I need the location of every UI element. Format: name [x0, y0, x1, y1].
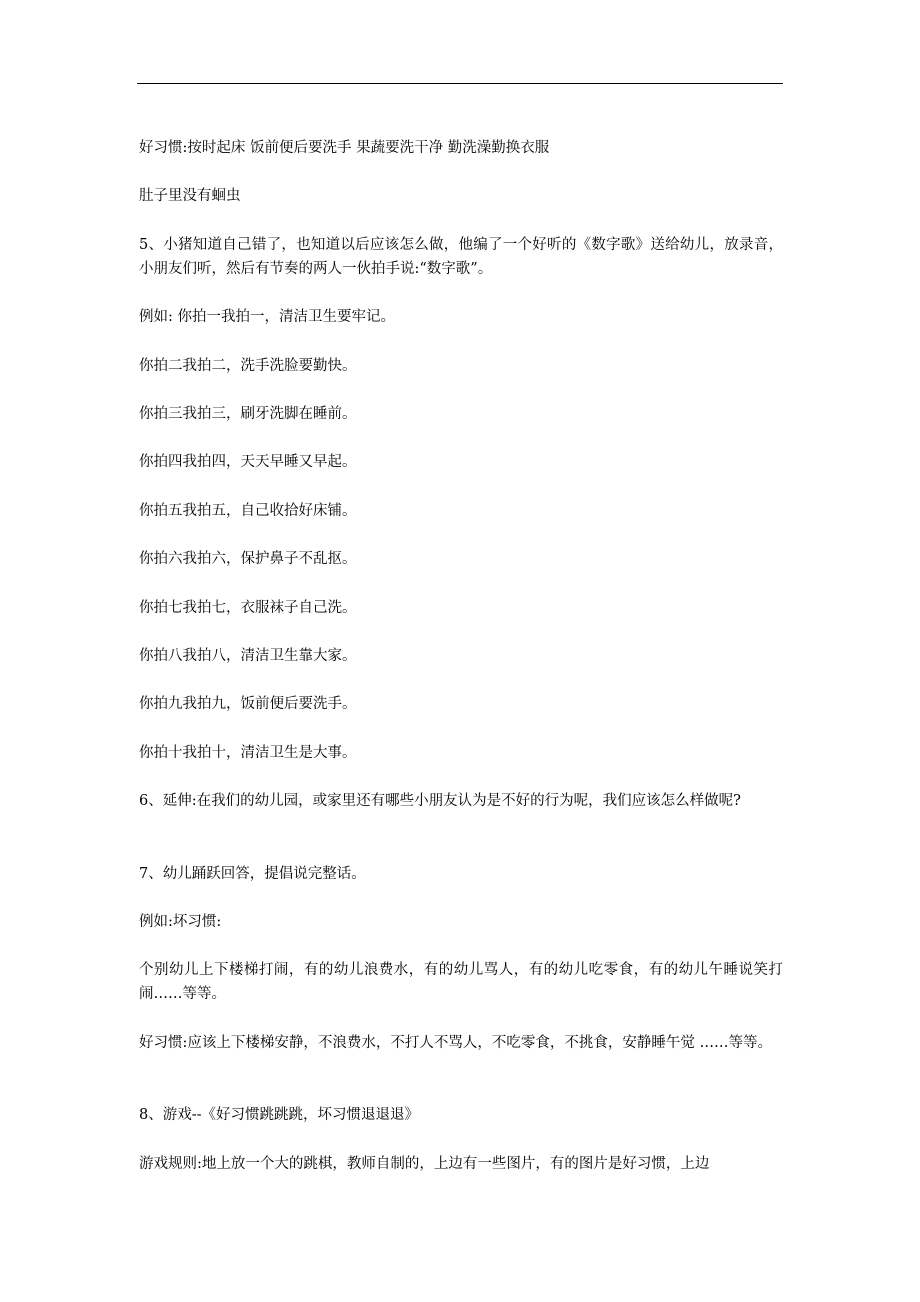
good-habits-line: 好习惯:按时起床 饭前便后要洗手 果蔬要洗干净 勤洗澡勤换衣服	[139, 140, 550, 156]
good-habits-paragraph: 好习惯:应该上下楼梯安静，不浪费水，不打人不骂人，不吃零食，不挑食，安静睡午觉 ……等等。	[139, 1035, 772, 1051]
step-7-paragraph: 7、幼儿踊跃回答，提倡说完整话。	[139, 866, 366, 882]
rhyme-line-1: 例如: 你拍一我拍一，清洁卫生要牢记。	[139, 309, 395, 325]
bad-habits-paragraph: 个别幼儿上下楼梯打闹，有的幼儿浪费水，有的幼儿骂人，有的幼儿吃零食，有的幼儿午睡说笑打闹……等等。	[139, 962, 783, 1002]
rhyme-line-2: 你拍二我拍二，洗手洗脸要勤快。	[139, 358, 357, 374]
header-rule	[137, 83, 783, 84]
rhyme-line-3: 你拍三我拍三，刷牙洗脚在睡前。	[139, 406, 357, 422]
step-5-paragraph: 5、小猪知道自己错了，也知道以后应该怎么做，他编了一个好听的《数字歌》送给幼儿，放录音，小朋友们听，然后有节奏的两人一伙拍手说:“数字歌”。	[139, 237, 783, 277]
step-8-paragraph: 8、游戏--《好习惯跳跳跳，坏习惯退退退》	[139, 1107, 420, 1123]
rhyme-line-7: 你拍七我拍七，衣服袜子自己洗。	[139, 600, 357, 616]
rhyme-line-5: 你拍五我拍五，自己收拾好床铺。	[139, 503, 357, 519]
rhyme-line-8: 你拍八我拍八，清洁卫生靠大家。	[139, 648, 357, 664]
rhyme-line-9: 你拍九我拍九，饭前便后要洗手。	[139, 696, 357, 712]
rhyme-line-10: 你拍十我拍十，清洁卫生是大事。	[139, 745, 357, 761]
game-rules-paragraph: 游戏规则:地上放一个大的跳棋，教师自制的，上边有一些图片，有的图片是好习惯，上边	[139, 1156, 710, 1172]
rhyme-line-6: 你拍六我拍六，保护鼻子不乱抠。	[139, 551, 357, 567]
rhyme-line-4: 你拍四我拍四，天天早睡又早起。	[139, 454, 357, 470]
bad-habits-heading: 例如:坏习惯:	[139, 914, 222, 930]
no-worms-line: 肚子里没有蛔虫	[139, 188, 241, 204]
step-6-paragraph: 6、延伸:在我们的幼儿园，或家里还有哪些小朋友认为是不好的行为呢，我们应该怎么样做呢?	[139, 793, 741, 809]
